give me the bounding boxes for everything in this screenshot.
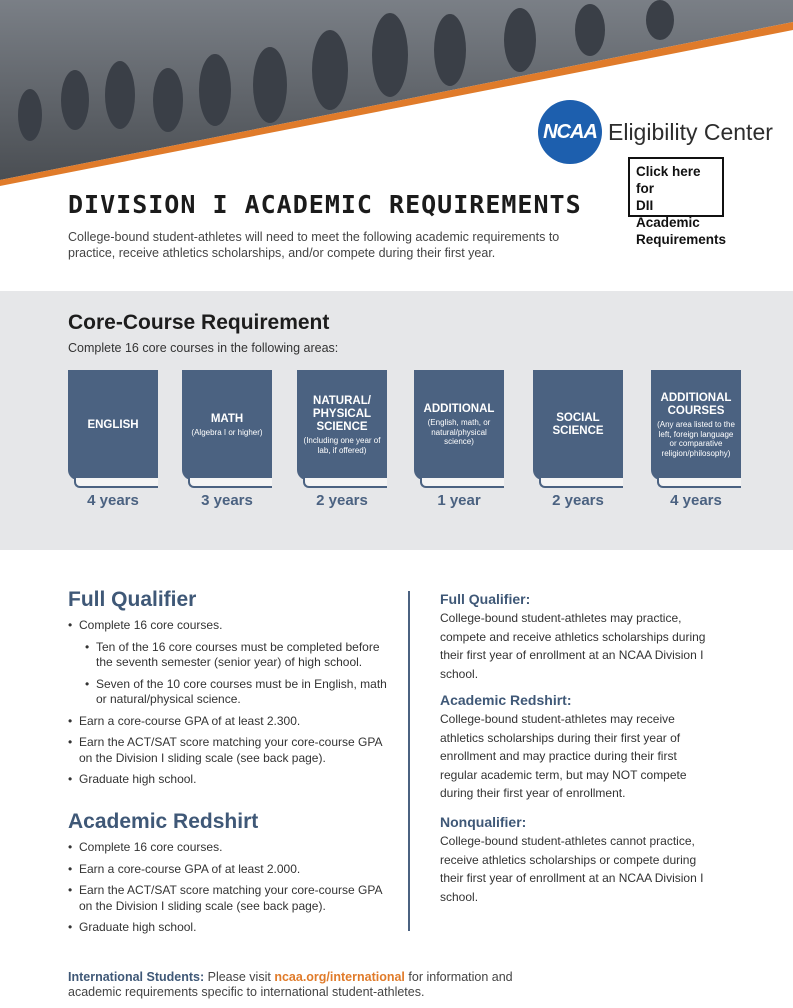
dii-link-line-2: DII Academic	[636, 198, 700, 230]
list-item: • Graduate high school.	[68, 920, 388, 936]
book-years: 4 years	[670, 492, 722, 509]
column-divider	[408, 591, 410, 931]
book-name: NATURAL/ PHYSICAL SCIENCE	[312, 395, 372, 433]
book-name: ADDITIONAL	[423, 403, 495, 416]
dii-link-line-3: Requirements	[636, 232, 727, 247]
book-name: MATH	[210, 412, 244, 425]
definition-body: College-bound student-athletes may practice, compete and receive athletics scholarships during their first year of enrollment at an NCAA Division I school.	[440, 611, 706, 681]
list-item: • Earn the ACT/SAT score matching your core-course GPA on the Division I sliding scale (see back page).	[68, 735, 388, 766]
page-title: DIVISION I ACADEMIC REQUIREMENTS	[68, 190, 582, 219]
book-years: 2 years	[316, 492, 368, 509]
book-natural-physical-science	[297, 370, 387, 480]
list-item: • Earn a core-course GPA of at least 2.000.	[68, 862, 388, 878]
definition-body: College-bound student-athletes cannot practice, receive athletics scholarships or compete during their first year of enrollment at an NCAA Division I school.	[440, 834, 704, 904]
core-course-title: Core-Course Requirement	[68, 311, 330, 334]
definition-heading: Academic Redshirt:	[440, 692, 572, 708]
ncaa-logo	[538, 100, 773, 164]
book-social-science	[533, 370, 623, 480]
definition-body: College-bound student-athletes may receive athletics scholarships during their first year of enrollment and may practice during their first regular academic term, but may NOT compete during their first year of enrollment.	[440, 712, 687, 800]
list-item: • Complete 16 core courses.	[68, 840, 388, 856]
list-item: • Earn a core-course GPA of at least 2.300.	[68, 714, 388, 730]
book-years: 4 years	[87, 492, 139, 509]
footer-pre: Please visit	[207, 970, 271, 984]
book-english	[68, 370, 158, 480]
book-years: 3 years	[201, 492, 253, 509]
full-qualifier-list	[68, 618, 388, 794]
full-qualifier-title: Full Qualifier	[68, 588, 197, 611]
book-note: (English, math, or natural/physical science)	[427, 418, 491, 447]
international-link[interactable]: ncaa.org/international	[274, 970, 405, 984]
dii-link-line-1: Click here for	[636, 164, 701, 196]
book-years: 1 year	[437, 492, 481, 509]
footer-post: for information and academic requirements specific to international student-athletes.	[68, 970, 513, 999]
core-course-subtitle: Complete 16 core courses in the following areas:	[68, 341, 339, 355]
academic-redshirt-title: Academic Redshirt	[68, 810, 259, 833]
book-name: ENGLISH	[87, 418, 139, 431]
footer-lead: International Students:	[68, 970, 205, 984]
definition-heading: Full Qualifier:	[440, 591, 531, 607]
list-item: • Earn the ACT/SAT score matching your core-course GPA on the Division I sliding scale (see back page).	[68, 883, 388, 914]
list-item: • Complete 16 core courses.	[68, 618, 388, 634]
book-name: ADDITIONAL COURSES	[660, 392, 732, 417]
book-note: (Including one year of lab, if offered)	[303, 436, 381, 455]
intro-text: College-bound student-athletes will need to meet the following academic requirements to practice, receive athletics scholarships, and/or compete during their first year.	[68, 230, 560, 260]
international-students-note	[68, 970, 568, 1000]
book-additional	[414, 370, 504, 480]
academic-redshirt-list	[68, 840, 388, 942]
ncaa-logo-mark: NCAA	[538, 100, 602, 164]
core-course-section	[0, 291, 793, 550]
definition-heading: Nonqualifier:	[440, 814, 527, 830]
eligibility-center-text: Eligibility Center	[608, 118, 773, 145]
book-name: SOCIAL SCIENCE	[552, 412, 604, 437]
list-item: • Seven of the 10 core courses must be in English, math or natural/physical science.	[68, 677, 388, 708]
dii-requirements-link[interactable]	[628, 157, 727, 247]
book-note: (Algebra I or higher)	[191, 427, 263, 437]
book-years: 2 years	[552, 492, 604, 509]
book-math	[182, 370, 272, 480]
book-additional-courses	[651, 370, 741, 480]
book-note: (Any area listed to the left, foreign language or comparative religion/philosophy)	[657, 420, 735, 458]
list-item: • Ten of the 16 core courses must be completed before the seventh semester (senior year) of high school.	[68, 640, 388, 671]
list-item: • Graduate high school.	[68, 772, 388, 788]
